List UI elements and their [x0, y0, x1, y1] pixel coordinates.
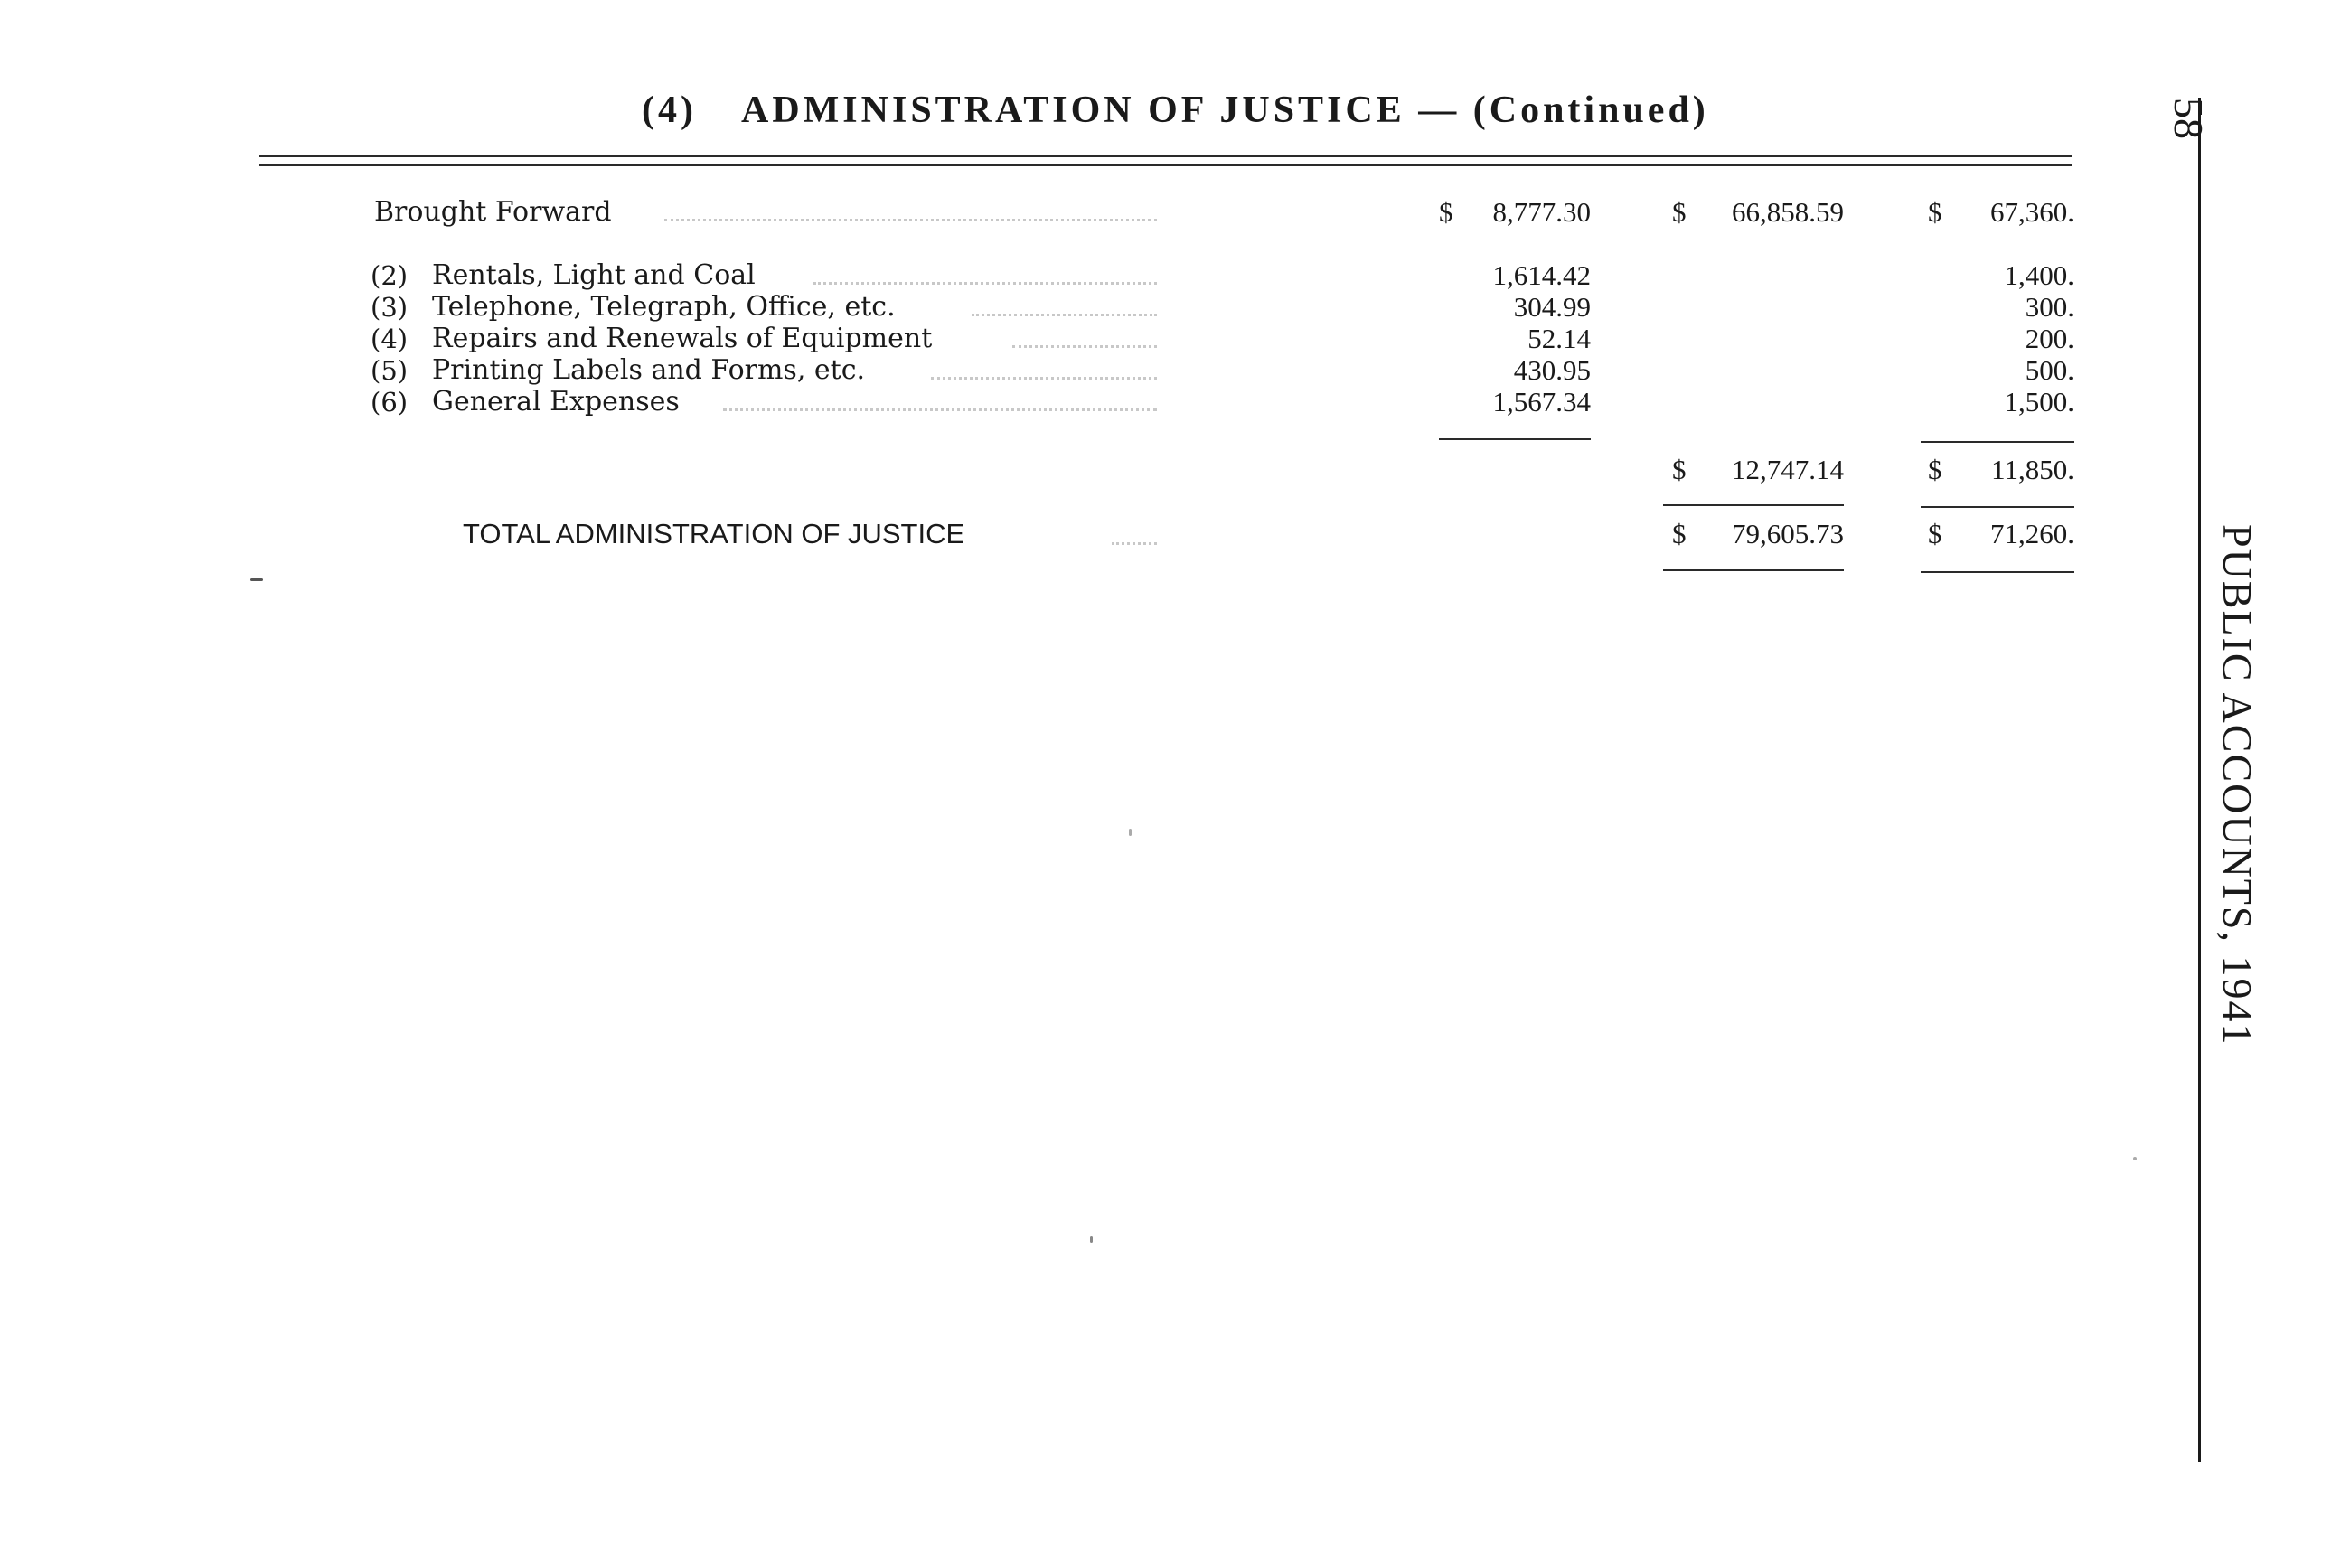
item-col3: 200.: [2025, 323, 2074, 354]
leader-dots: [664, 217, 1157, 221]
item-number: (5): [371, 355, 409, 386]
item-label: Repairs and Renewals of Equipment: [432, 323, 933, 354]
item-row: [0, 260, 2079, 293]
leader-dots: [1112, 540, 1157, 545]
item-row: [0, 355, 2079, 388]
section-number: (4): [642, 89, 697, 131]
leader-dots: [723, 407, 1157, 411]
scan-speck: [2133, 1157, 2137, 1160]
item-col1: 430.95: [1513, 354, 1591, 386]
item-label: Telephone, Telegraph, Office, etc.: [432, 291, 896, 323]
brought-forward-col2: 66,858.59: [1732, 196, 1844, 228]
item-label: Rentals, Light and Coal: [432, 259, 756, 291]
item-row: [0, 292, 2079, 324]
column-rule: [1921, 506, 2074, 508]
margin-rule: [2198, 98, 2201, 1462]
item-number: (3): [371, 292, 409, 323]
scan-speck: [1090, 1236, 1093, 1243]
column-rule: [1921, 441, 2074, 443]
column-rule: [1921, 571, 2074, 573]
brought-forward-col1: 8,777.30: [1492, 196, 1591, 228]
column-rule: [1439, 438, 1591, 440]
leader-dots: [931, 375, 1157, 380]
scan-speck: [250, 578, 263, 581]
page-number: 58: [2166, 98, 2212, 139]
item-col1: 304.99: [1513, 291, 1591, 323]
dollar-sign: $: [1672, 518, 1687, 549]
dollar-sign: $: [1672, 196, 1687, 228]
item-label: Printing Labels and Forms, etc.: [432, 354, 866, 386]
dollar-sign: $: [1439, 196, 1453, 228]
dollar-sign: $: [1928, 454, 1942, 485]
item-col3: 500.: [2025, 354, 2074, 386]
item-label: General Expenses: [432, 386, 680, 418]
total-col3: 71,260.: [1990, 518, 2074, 549]
running-title: PUBLIC ACCOUNTS, 1941: [2214, 524, 2261, 1047]
brought-forward-label: Brought Forward: [374, 196, 612, 228]
item-row: [0, 324, 2079, 356]
header-rule-bottom: [259, 164, 2072, 166]
scan-speck: [1129, 829, 1132, 836]
item-col1: 1,567.34: [1492, 386, 1591, 418]
leader-dots: [1012, 343, 1157, 348]
dollar-sign: $: [1928, 196, 1942, 228]
dollar-sign: $: [1928, 518, 1942, 549]
brought-forward-col3: 67,360.: [1990, 196, 2074, 228]
item-number: (2): [371, 260, 409, 291]
item-col3: 300.: [2025, 291, 2074, 323]
item-col1: 1,614.42: [1492, 259, 1591, 291]
leader-dots: [972, 312, 1157, 316]
item-number: (6): [371, 387, 409, 418]
subtotal-row: [0, 455, 2079, 491]
item-col1: 52.14: [1528, 323, 1591, 354]
item-row: [0, 387, 2079, 419]
dollar-sign: $: [1672, 454, 1687, 485]
item-number: (4): [371, 324, 409, 354]
section-title: ADMINISTRATION OF JUSTICE — (Continued): [741, 89, 1709, 131]
total-col2: 79,605.73: [1732, 518, 1844, 549]
item-col3: 1,500.: [2004, 386, 2074, 418]
total-row: [0, 519, 2079, 555]
subtotal-col3: 11,850.: [1991, 454, 2074, 485]
header-rule-top: [259, 155, 2072, 157]
leader-dots: [813, 280, 1157, 285]
subtotal-col2: 12,747.14: [1732, 454, 1844, 485]
column-rule: [1663, 504, 1844, 506]
column-rule: [1663, 569, 1844, 571]
item-col3: 1,400.: [2004, 259, 2074, 291]
total-label: TOTAL ADMINISTRATION OF JUSTICE: [463, 518, 965, 549]
brought-forward-row: [0, 197, 2079, 233]
